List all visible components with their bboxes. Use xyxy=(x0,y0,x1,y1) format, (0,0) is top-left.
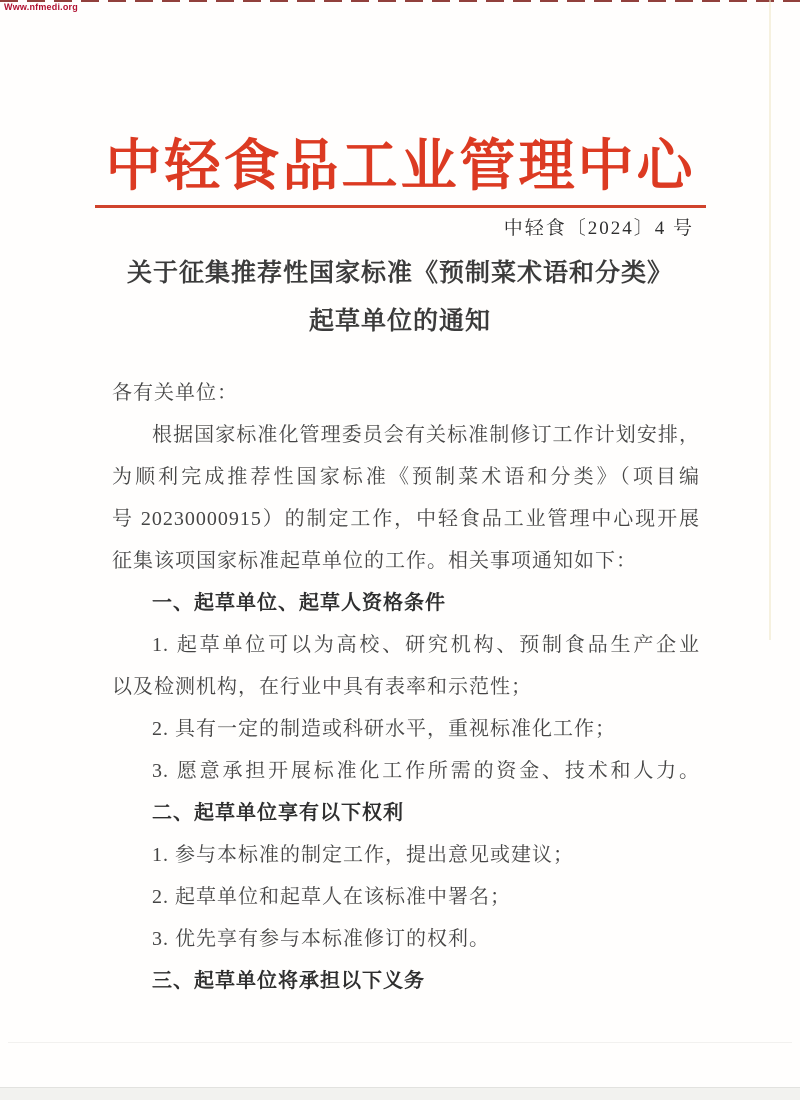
scan-fold-line-artifact xyxy=(8,1042,792,1043)
red-divider-rule xyxy=(95,205,706,208)
body-line: 一、起草单位、起草人资格条件 xyxy=(152,592,446,614)
doc-number: 中轻食〔2024〕4 号 xyxy=(503,218,694,239)
notice-title-line1: 关于征集推荐性国家标准《预制菜术语和分类》 xyxy=(126,260,673,287)
body-line: 根据国家标准化管理委员会有关标准制修订工作计划安排， xyxy=(152,424,700,446)
body-line: 2. 具有一定的制造或科研水平，重视标准化工作； xyxy=(152,718,616,740)
body-line: 二、起草单位享有以下权利 xyxy=(152,802,404,824)
body-line: 1. 参与本标准的制定工作，提出意见或建议； xyxy=(152,844,574,866)
body-line: 2. 起草单位和起草人在该标准中署名； xyxy=(152,886,511,908)
org-name-masthead: 中轻食品工业管理中心 xyxy=(105,136,696,198)
scan-top-edge-artifact xyxy=(0,0,800,2)
body-line: 三、起草单位将承担以下义务 xyxy=(152,970,425,992)
body-line: 为顺利完成推荐性国家标准《预制菜术语和分类》（项目编 xyxy=(112,466,700,488)
watermark-url: Www.nfmedi.org xyxy=(4,2,78,12)
notice-title-line2: 起草单位的通知 xyxy=(308,308,491,335)
body-line: 1. 起草单位可以为高校、研究机构、预制食品生产企业 xyxy=(152,634,700,656)
notice-title xyxy=(0,250,800,346)
body-line: 以及检测机构，在行业中具有表率和示范性； xyxy=(112,676,532,698)
document-body xyxy=(112,372,700,1002)
body-line: 征集该项国家标准起草单位的工作。相关事项通知如下： xyxy=(112,550,637,572)
body-line: 各有关单位： xyxy=(112,382,238,404)
body-line: 3. 愿意承担开展标准化工作所需的资金、技术和人力。 xyxy=(152,760,700,782)
body-line: 号 20230000915）的制定工作，中轻食品工业管理中心现开展 xyxy=(112,508,700,530)
scan-bottom-edge-artifact xyxy=(0,1087,800,1100)
body-line: 3. 优先享有参与本标准修订的权利。 xyxy=(152,928,490,950)
